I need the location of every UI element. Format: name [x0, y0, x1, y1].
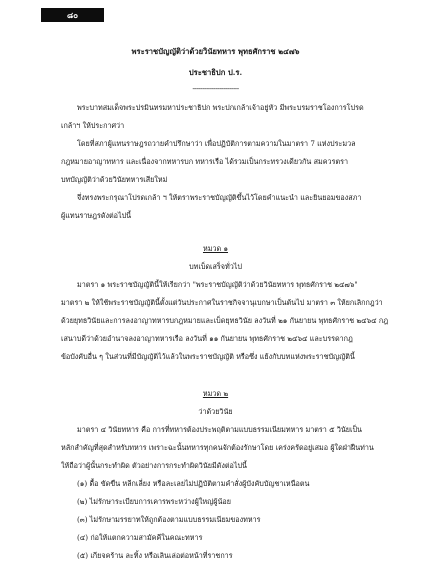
section1-line: ข้อบังคับอื่น ๆ ในส่วนที่มีบัญญัติไว้แล้วในพระราชบัญญัติ หรือซึ่ง แย้งกับบทแห่งพระราชบัญญัตินี้: [61, 352, 355, 361]
title-separator: ------------------------: [192, 84, 239, 93]
section1-line: มาตรา ๒ ให้ใช้พระราชบัญญัตินี้ตั้งแต่วันประกาศในราชกิจจานุเบกษาเป็นต้นไป มาตรา ๓ ให้ยกเลิกกฎว่า: [61, 298, 383, 307]
preamble-line: เกล้าฯ ให้ประกาศว่า: [61, 121, 125, 130]
preamble-line: โดยที่สภาผู้แทนราษฎรถวายคำปรึกษาว่า เพื่อปฏิบัติการตามความในมาตรา 7 แห่งประมวล: [77, 139, 356, 148]
list-item: (๕) เกียจคร้าน ละทิ้ง หรือเลินเล่อต่อหน้าที่ราชการ: [77, 551, 233, 560]
list-item: (๓) ไม่รักษามรรยาทให้ถูกต้องตามแบบธรรมเนียมของทหาร: [77, 515, 261, 524]
section2-line: มาตรา ๔ วินัยทหาร คือ การที่ทหารต้องประพฤติตามแบบธรรมเนียมทหาร มาตรา ๕ วินัยเป็น: [77, 425, 362, 434]
preamble-line: ผู้แทนราษฎรดังต่อไปนี้: [61, 211, 132, 220]
document-title: พระราชบัญญัติว่าด้วยวินัยทหาร พุทธศักราช ๒๔๗๖: [131, 47, 300, 56]
section2-heading: หมวด ๒: [202, 389, 229, 398]
preamble-line: บทบัญญัติว่าด้วยวินัยทหารเสียใหม่: [61, 175, 168, 184]
preamble-line: กฎหมายอาญาทหาร และเนื่องจากทหารบก ทหารเรือ ได้รวมเป็นกระทรวงเดียวกัน สมควรตรา: [61, 157, 349, 166]
section2-title: ว่าด้วยวินัย: [198, 407, 233, 416]
section1-line: ด้วยยุทธวินัยและการลงอาญาทหารบกฎหมายและเบ็ดยุทธวินัย ลงวันที่ ๒๑ กันยายน พุทธศักราช ๒๔๖๔ กฎ: [61, 316, 389, 325]
preamble-line: จึ่งทรงพระกรุณาโปรดเกล้า ฯ ให้ตราพระราชบัญญัติขึ้นไว้โดยคำแนะนำ และยินยอมของสภา: [77, 193, 362, 202]
section1-heading: หมวด ๑: [202, 244, 229, 253]
section1-title: บทเบ็ดเสร็จทั่วไป: [189, 262, 242, 271]
section2-line: ให้ถือว่าผู้นั้นกระทำผิด ตัวอย่างการกระทำผิดวินัยมีดังต่อไปนี้: [61, 461, 247, 470]
preamble-line: พระบาทสมเด็จพระปรมินทรมหาประชาธิปก พระปกเกล้าเจ้าอยู่หัว มีพระบรมราชโองการโปรด: [77, 103, 364, 112]
list-item: (๔) ก่อให้แตกความสามัคคีในคณะทหาร: [77, 533, 203, 542]
section1-line: เสนาบดีว่าด้วยอำนาจลงอาญาทหารเรือ ลงวันที่ ๑๑ กันยายน พุทธศักราช ๒๔๖๔ และบรรดากฎ: [61, 334, 353, 343]
list-item: (๒) ไม่รักษาระเบียบการเคารพระหว่างผู้ใหญ่ผู้น้อย: [77, 497, 231, 506]
document-subtitle: ประชาธิปก ป.ร.: [188, 68, 243, 77]
section1-line: มาตรา ๑ พระราชบัญญัตินี้ให้เรียกว่า "พระราชบัญญัติว่าด้วยวินัยทหาร พุทธศักราช ๒๔๗๖": [77, 280, 358, 289]
page-number: ๘๐: [41, 8, 104, 22]
list-item: (๑) ดื้อ ขัดขืน หลีกเลี่ยง หรือละเลยไม่ปฏิบัติตามคำสั่งผู้บังคับบัญชาเหนือตน: [77, 479, 310, 488]
section2-line: หลักสำคัญที่สุดสำหรับทหาร เพราะฉะนั้นทหารทุกคนจักต้องรักษาโดย เคร่งครัดอยู่เสมอ ผู้ใดฝ่าฝืนท่าน: [61, 443, 374, 452]
